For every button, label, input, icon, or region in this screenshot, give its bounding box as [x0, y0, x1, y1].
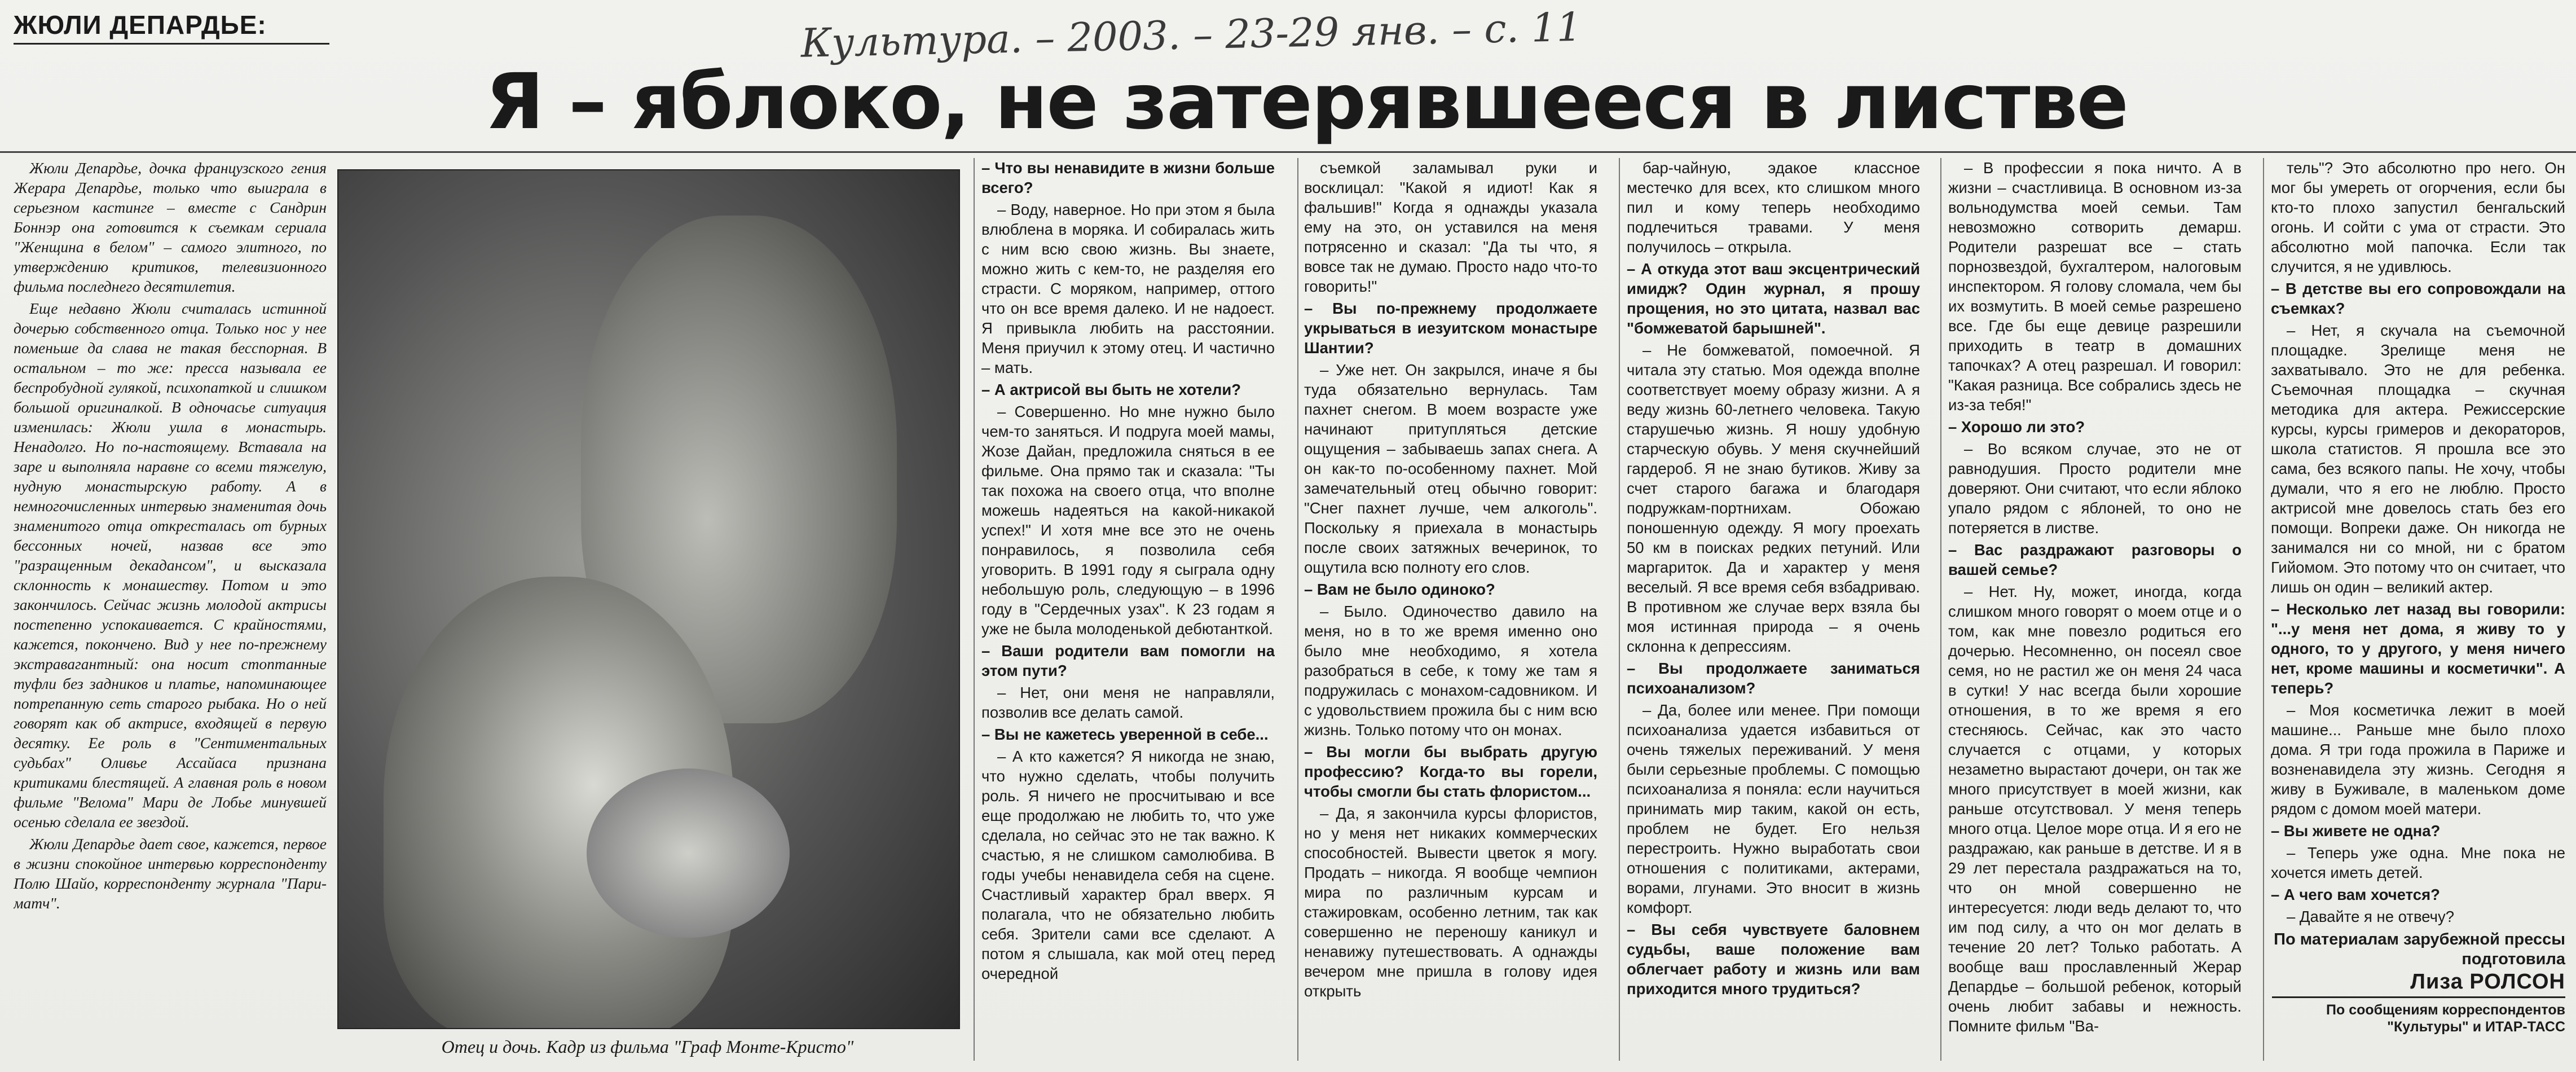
- header-rule: [0, 151, 2576, 153]
- interview-answer: – Давайте я не отвечу?: [2287, 908, 2455, 925]
- column-divider: [974, 158, 975, 1061]
- interview-column-2: [1304, 158, 1597, 1061]
- interview-answer: – Уже нет. Он закрылся, иначе я бы туда обязательно вернулась. Там пахнет снегом. В моем возрасте уже начинают притупляться детские ощущения – забываешь запах снега. А он как-то по-особенному пахнет. Мой замечательный отец обычно говорит: "Снег пахнет лучше, чем алкоголь". Поскольку я приехала в монастырь после своих затяжных вечеринок, то ощутила всю полноту его слов.: [1304, 361, 1597, 576]
- interview-answer: – Воду, наверное. Но при этом я была влюблена в моряка. И собиралась жить с ним всю свою жизнь. Вы знаете, можно жить с кем-то, не разделяя его страсти. С моряком, например, оттого что он все время далеко. И не надоест. Я привыкла любить на расстоянии. Меня приучил к этому отец. И частично – мать.: [981, 201, 1275, 376]
- interview-question: – Вы себя чувствуете баловнем судьбы, ваше положение вам облегчает работу и жизнь или вам приходится много трудиться?: [1627, 921, 1920, 998]
- interview-question: – Вы не кажетесь уверенной в себе...: [981, 726, 1269, 743]
- interview-question: – Вы живете не одна?: [2271, 822, 2441, 840]
- interview-question: – Вы по-прежнему продолжаете укрываться в иезуитском монастыре Шантии?: [1304, 300, 1597, 357]
- interview-question: – Вас раздражают разговоры о вашей семье?: [1948, 541, 2242, 578]
- interview-answer: бар-чайную, эдакое классное местечко для всех, кто слишком много пил и кому теперь необходимо подлечиться травами. У меня получилось – открыла.: [1627, 159, 1920, 256]
- interview-question: – Хорошо ли это?: [1948, 418, 2085, 436]
- lead-column: [14, 158, 327, 1061]
- credits-source: По материалам зарубежной прессы подготовила: [2274, 930, 2565, 968]
- interview-column-1: [981, 158, 1275, 1061]
- interview-question: – А чего вам хочется?: [2271, 886, 2440, 903]
- interview-question: – А актрисой вы быть не хотели?: [981, 381, 1241, 398]
- credits-agencies: По сообщениям корреспондентов "Культуры" и ИТАР-ТАСС: [2326, 1002, 2565, 1035]
- interview-question: – В детстве вы его сопровождали на съемках?: [2271, 280, 2565, 317]
- interview-answer: – Нет, я скучала на съемочной площадке. Зрелище меня не захватывало. Это не для ребенка. Съемочная площадка – скучная методика для актера. Режиссерские курсы, курсы гримеров и декораторов, школа статистов. Я прошла все это сама, без всякого папы. Не хочу, чтобы думали, что я его не люблю. Просто актрисой мне довелось стать без его помощи. Вопреки даже. Он никогда не занимался ни со мной, ни с братом Гийомом. Это потому что он считает, что лишь он один – великий актер.: [2271, 322, 2565, 596]
- photo-hand: [587, 768, 790, 938]
- handwritten-note: Культура. – 2003. – 23-29 янв. – с. 11: [800, 3, 1582, 67]
- interview-question: – А откуда этот ваш эксцентрический имидж? Один журнал, я прошу прощения, но это цитата, назвал вас "бомжеватой барышней".: [1627, 260, 1920, 337]
- interview-question: – Вы продолжаете заниматься психоанализом?: [1627, 660, 1920, 697]
- interview-question: – Несколько лет назад вы говорили: "...у меня нет дома, я живу то у одного, то у другого, у меня ничего нет, кроме машины и косметички". А теперь?: [2271, 600, 2565, 697]
- interview-column-3: [1627, 158, 1920, 1061]
- interview-answer: – Да, я закончила курсы флористов, но у меня нет никаких коммерческих способностей. Вывести цветок я могу. Продать – никогда. Я вообще чемпион мира по различным курсам и стажировкам, особенно летним, так как совершенно не переношу каникул и ненавижу путешествовать. А однажды вечером мне пришла в голову идея открыть: [1304, 805, 1597, 1000]
- interview-answer: – А кто кажется? Я никогда не знаю, что нужно сделать, чтобы получить роль. Я ничего не просчитываю и все еще продолжаю не любить то, что уже сделала, но сейчас это не так важно. К счастью, я не слишком самолюбива. В годы учебы ненавидела себя на сцене. Счастливый характер брал вверх. Я полагала, что не обязательно любить себя. Зрители сами все сделают. А потом я слышала, как мой отец перед очередной: [981, 748, 1275, 982]
- article-credits: [2272, 930, 2565, 1035]
- interview-question: – Ваши родители вам помогли на этом пути?: [981, 642, 1275, 679]
- column-divider: [1940, 158, 1941, 1061]
- interview-answer: – Совершенно. Но мне нужно было чем-то заняться. И подруга моей мамы, Жозе Дайан, предложила сняться в ее фильме. Она прямо так и сказала: "Ты так похожа на своего отца, что вполне можешь надеяться на какой-никакой успех!" И хотя мне все это не очень понравилось, я позволила себя уговорить. В 1991 году я сыграла одну небольшую роль, следующую – в 1996 году в "Сердечных узах". К 23 годам я уже не была молоденькой дебютанткой.: [981, 403, 1275, 638]
- lead-paragraph: Еще недавно Жюли считалась истинной дочерью собственного отца. Только нос у нее поменьше да слава не такая бесспорная. В остальном – то же: пресса называла ее беспробудной гулякой, психопаткой и слишком большой оригиналкой. В одночасье ситуация изменилась: Жюли ушла в монастырь. Ненадолго. Но по-настоящему. Вставала на заре и выполняла наравне со всеми тяжелую, нудную монастырскую работу. А в немногочисленных интервью знаменитая дочь знаменитого отца откресталась от бурных бессонных ночей, назвав все это "разращенным декадансом", и высказала склонность к монашеству. Потом и это закончилось. Сейчас жизнь молодой актрисы постепенно успокаивается. С крайностями, кажется, покончено. Вид у нее по-прежнему экстравагантный: она носит стоптанные туфли без задников и платье, напоминающее потрепанную сеть старого рыбака. Но о ней говорят как об актрисе, входящей в первую десятку. Ее роль в "Сентиментальных судьбах" Оливье Ассайаса признана критиками блестящей. А главная роль в новом фильме "Велома" Мари де Лобье минувшей осенью сделала ее звездой.: [14, 300, 327, 831]
- interview-answer: – Теперь уже одна. Мне пока не хочется иметь детей.: [2271, 844, 2565, 881]
- interview-answer: – Во всяком случае, это не от равнодушия. Просто родители мне доверяют. Они считают, что если яблоко упало рядом с яблоней, то оно не потеряется в листве.: [1948, 440, 2242, 537]
- credits-rule: [2272, 996, 2565, 998]
- article-photo: [337, 169, 960, 1029]
- interview-answer: тель"? Это абсолютно про него. Он мог бы умереть от огорчения, если бы кто-то плохо запустил бенгальский огонь. И сойти с ума от страсти. Это абсолютно мой папочка. Если так случится, я не удивлюсь.: [2271, 159, 2565, 275]
- interview-question: – Что вы ненавидите в жизни больше всего?: [981, 159, 1275, 196]
- interview-question: – Вам не было одиноко?: [1304, 581, 1495, 598]
- article-headline: Я – яблоко, не затерявшееся в листве: [485, 58, 2128, 147]
- interview-answer: – Было. Одиночество давило на меня, но в то же время именно оно было мне необходимо, я хотела разобраться в себе, к тому же там я подружилась с монахом-садовником. И с удовольствием прожила бы с ним всю жизнь. Только потому что он монах.: [1304, 603, 1597, 739]
- interview-answer: съемкой заламывал руки и восклицал: "Какой я идиот! Как я фальшив!" Когда я однажды указала ему на это, он уставился на меня потрясенно и сказал: "Да ты что, я вовсе так не думаю. Просто надо что-то говорить!": [1304, 159, 1597, 295]
- column-divider: [1297, 158, 1298, 1061]
- interview-answer: – Нет, они меня не направляли, позволив все делать самой.: [981, 684, 1275, 721]
- interview-column-4: [1948, 158, 2242, 1061]
- interview-answer: – Не бомжеватой, помоечной. Я читала эту статью. Моя одежда вполне соответствует моему образу жизни. А я веду жизнь 60-летнего человека. Такую старушечью жизнь. Я ношу удобную старческую обувь. У меня скучнейший гардероб. Я не знаю бутиков. Живу за счет старого багажа и благодаря подружкам-портнихам. Обожаю поношенную одежду. Я могу проехать 50 км в поисках редких петуний. Или маргариток. Да и характер у меня веселый. Я все время себя взбадриваю. В противном же случае верх взяла бы моя истинная природа – я очень склонна к депрессиям.: [1627, 341, 1920, 655]
- interview-question: – Вы могли бы выбрать другую профессию? Когда-то вы горели, чтобы смогли бы стать флористом...: [1304, 743, 1597, 800]
- rubric-label: ЖЮЛИ ДЕПАРДЬЕ:: [14, 8, 329, 45]
- lead-paragraph: Жюли Депардье, дочка французского гения Жерара Депардье, только что выиграла в серьезном кастинге – вместе с Сандрин Боннэр она готовится к съемкам сериала "Женщина в белом" – самого элитного, по утверждению критиков, телевизионного фильма последнего десятилетия.: [14, 159, 327, 295]
- column-divider: [1619, 158, 1620, 1061]
- interview-answer: – Да, более или менее. При помощи психоанализа удается избавиться от очень тяжелых переживаний. У меня были серьезные проблемы. С помощью психоанализа я поняла: если научиться принимать мир таким, какой он есть, проблем не будет. Его нельзя перестроить. Нужно выработать свои отношения с политиками, актерами, ворами, лгунами. Это вносит в жизнь комфорт.: [1627, 701, 1920, 916]
- interview-column-5: [2271, 158, 2565, 925]
- credits-author: Лиза РОЛСОН: [2410, 970, 2565, 994]
- interview-answer: – В профессии я пока ничто. А в жизни – счастливица. В основном из-за вольнодумства моей семьи. Там невозможно сотворить демарш. Родители разрешат все – стать порнозвездой, бухгалтером, налоговым инспектором. Я голову сломала, чем бы их возмутить. В моей семье разрешено все. Где бы еще девице разрешили приходить в театр в домашних тапочках? А отец разрешал. И говорил: "Какая разница. Все собрались здесь не из-за тебя!": [1948, 159, 2242, 414]
- photo-caption: Отец и дочь. Кадр из фильма "Граф Монте-Кристо": [441, 1036, 854, 1057]
- interview-answer: – Нет. Ну, может, иногда, когда слишком много говорят о моем отце и о том, как мне повезло родиться его дочерью. Несомненно, он посеял свое семя, но не растил же он меня 24 часа в сутки! У нас всегда были хорошие отношения, в то же время я его стесняюсь. Сейчас, как это часто случается с отцами, у которых незаметно вырастают дочери, он так же много присутствует в моей жизни, как раньше отсутствовал. У меня теперь много отца. Целое море отца. И я его не раздражаю, как раньше в детстве. И я в 29 лет перестала раздражаться на то, что он мной совершенно не интересуется: люди ведь делают то, что им под силу, а что он мог делать в течение 20 лет? Только работать. А вообще ваш прославленный Жерар Депардье – большой ребенок, который очень любит забавы и нежность. Помните фильм "Ва-: [1948, 583, 2242, 1035]
- column-divider: [2263, 158, 2264, 1061]
- interview-answer: – Моя косметичка лежит в моей машине... Раньше мне было плохо дома. Я три года прожила в Париже и возненавидела эту жизнь. Сегодня я живу в Буживале, в маленьком доме рядом с домом моей матери.: [2271, 701, 2565, 818]
- lead-paragraph: Жюли Депардье дает свое, кажется, первое в жизни спокойное интервью корреспонденту Полю Шайо, корреспонденту журнала "Пари-матч".: [14, 835, 327, 912]
